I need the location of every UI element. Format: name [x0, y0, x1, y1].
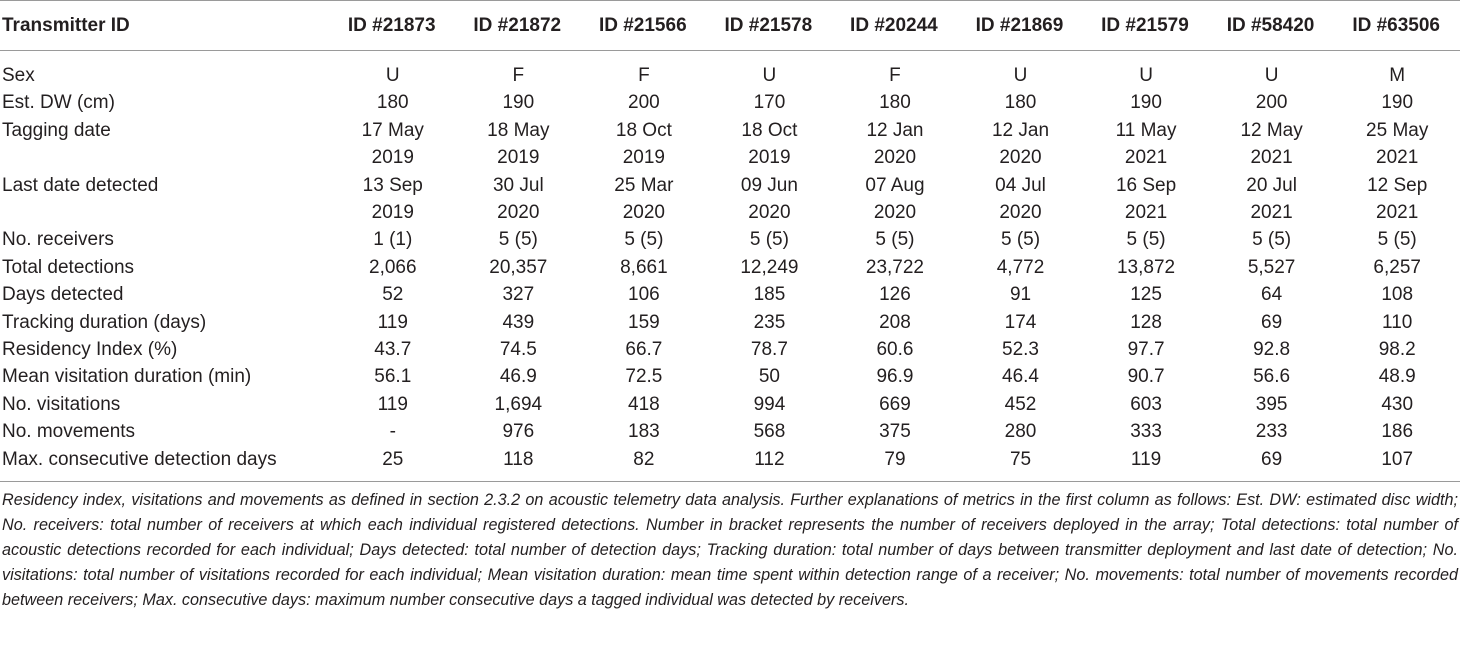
table-cell: 46.9 [499, 366, 537, 388]
table-cell: 23,722 [865, 256, 925, 278]
table-cell: 2019 [748, 147, 791, 169]
table-cell: 2020 [999, 202, 1042, 224]
table-cell: 69 [1261, 448, 1283, 470]
row-label: Mean visitation duration (min) [2, 366, 252, 388]
table-row [0, 117, 1460, 144]
row-label [0, 199, 330, 226]
table-cell: 235 [753, 311, 786, 333]
table-cell: 170 [753, 92, 786, 114]
table-cell: 60.6 [876, 339, 914, 361]
table-cell: 07 Aug [865, 174, 925, 196]
table-row [0, 254, 1460, 281]
table-row [0, 446, 1460, 473]
table-cell: 5 (5) [875, 229, 915, 251]
table-cell: 110 [1382, 311, 1413, 333]
table-row [0, 172, 1460, 199]
table-cell: 25 May [1366, 119, 1429, 141]
table-cell: 18 May [487, 119, 550, 141]
table-cell: 82 [633, 448, 655, 470]
table-cell: 183 [628, 421, 660, 443]
table-cell: 12 Jan [991, 119, 1050, 141]
table-cell: 2020 [999, 147, 1042, 169]
row-label: Residency Index (%) [2, 339, 178, 361]
table-cell: 2020 [873, 147, 917, 169]
table-cell: 185 [753, 284, 786, 306]
table-cell: 180 [376, 92, 409, 114]
table-cell: U [1264, 65, 1279, 86]
table-cell: 30 Jul [492, 174, 544, 196]
table-cell: 5,527 [1247, 256, 1296, 278]
table-cell: 2019 [371, 147, 414, 169]
table-cell: 13 Sep [362, 174, 423, 196]
table-cell: 976 [502, 421, 535, 443]
table-row [0, 418, 1460, 445]
table-cell: 11 May [1115, 119, 1177, 141]
row-label: No. movements [2, 421, 136, 443]
table-cell: 92.8 [1253, 339, 1291, 361]
table-cell: 2020 [873, 202, 917, 224]
table-cell: 12 Sep [1367, 174, 1428, 196]
table-cell: 430 [1381, 393, 1414, 415]
table-row [0, 226, 1460, 253]
table-cell: 56.6 [1253, 366, 1291, 388]
row-label: Est. DW (cm) [2, 92, 115, 114]
column-header-transmitter-id: Transmitter ID [2, 14, 130, 36]
table-cell: 1 (1) [373, 229, 413, 251]
table-body [0, 51, 1460, 473]
table-cell: 208 [879, 311, 911, 333]
column-header-id: ID #21873 [347, 14, 436, 36]
table-row [0, 309, 1460, 336]
table-cell: 159 [628, 311, 660, 333]
table-cell: 439 [502, 311, 535, 333]
table-cell: 96.9 [876, 366, 914, 388]
column-header-id: ID #21872 [473, 14, 562, 36]
table-cell: 4,772 [996, 256, 1045, 278]
table-cell: 25 Mar [614, 174, 674, 196]
column-header-id: ID #21869 [975, 14, 1064, 36]
table-cell: 91 [1009, 284, 1032, 306]
row-label: Max. consecutive detection days [2, 448, 277, 470]
table-cell: 50 [758, 366, 780, 388]
table-cell: 180 [879, 92, 911, 114]
table-cell: 5 (5) [749, 229, 789, 251]
row-label: Total detections [2, 256, 135, 278]
table-cell: 18 Oct [615, 119, 672, 141]
table-cell: U [1139, 65, 1153, 86]
table-row [0, 336, 1460, 363]
table-cell: 2019 [497, 147, 540, 169]
table-cell: 74.5 [499, 339, 537, 361]
table-cell: 75 [1009, 448, 1032, 470]
table-cell: 5 (5) [1126, 229, 1166, 251]
table-cell: 13,872 [1116, 256, 1176, 278]
table-cell: 669 [879, 393, 911, 415]
table-cell: 98.2 [1378, 339, 1416, 361]
table-cell: M [1389, 65, 1406, 86]
table-cell: 2019 [622, 147, 665, 169]
table-cell: 97.7 [1127, 339, 1165, 361]
table-cell: 452 [1004, 393, 1037, 415]
header-row [0, 0, 1460, 51]
table-cell: 233 [1255, 421, 1288, 443]
table-cell: 5 (5) [624, 229, 664, 251]
row-label: Sex [2, 65, 35, 86]
table-cell: 52 [382, 284, 404, 306]
table-cell: 5 (5) [498, 229, 538, 251]
row-label [0, 144, 330, 171]
table-cell: 2021 [1250, 202, 1293, 224]
bottom-rule [0, 481, 1460, 482]
table-cell: 78.7 [750, 339, 788, 361]
table-cell: 20,357 [489, 256, 548, 278]
table-cell: F [638, 65, 650, 86]
table-cell: 6,257 [1373, 256, 1421, 278]
table-cell: 46.4 [1002, 366, 1039, 388]
table-row [0, 391, 1460, 418]
table-cell: 2021 [1376, 147, 1419, 169]
row-label: Tagging date [2, 119, 111, 141]
table-row [0, 281, 1460, 308]
table-cell: 200 [628, 92, 660, 114]
table-cell: 186 [1381, 421, 1414, 443]
table-footnote: Residency index, visitations and movements as defined in section 2.3.2 on acoustic telemetry data analysis. Further explanations of metrics in the first column as follows: Est. DW: estimated disc width; No. receivers: total number of receivers at which each individual registered detections. Number in bracket represents the number of receivers deployed in the array; Total detections: total number of acoustic detections recorded for each individual; Days detected: total number of detection days; Tracking duration: total number of days between transmitter deployment and last date of detection; No. visitations: total number of visitations recorded for each individual; Mean visitation duration: mean time spent within detection range of a receiver; No. movements: total number of movements recorded between receivers; Max. consecutive days: maximum number consecutive days a tagged individual was detected by receivers. [2, 491, 1458, 609]
table-cell: 17 May [361, 119, 424, 141]
table-cell: 2,066 [369, 256, 417, 278]
table-cell: 1,694 [494, 393, 543, 415]
table-cell: 2021 [1124, 147, 1168, 169]
table-cell: 994 [753, 393, 786, 415]
table-cell: 107 [1381, 448, 1414, 470]
table-cell: 20 Jul [1246, 174, 1297, 196]
table-cell: 108 [1381, 284, 1414, 306]
column-header-id: ID #58420 [1226, 14, 1315, 36]
table-cell: 09 Jun [740, 174, 798, 196]
table-cell: 5 (5) [1000, 229, 1041, 251]
table-cell: 603 [1130, 393, 1162, 415]
row-label: Last date detected [2, 174, 159, 196]
table-cell: 12 May [1240, 119, 1303, 141]
row-label: No. visitations [2, 393, 121, 415]
column-header-id: ID #20244 [850, 14, 938, 36]
table-cell: 90.7 [1127, 366, 1165, 388]
table-cell: 52.3 [1002, 339, 1039, 361]
column-header-id: ID #21579 [1101, 14, 1189, 36]
table-cell: 43.7 [374, 339, 412, 361]
table-cell: 12,249 [740, 256, 799, 278]
table-cell: 568 [753, 421, 786, 443]
table-cell: 04 Jul [995, 174, 1046, 196]
table-cell: - [389, 421, 396, 443]
table-cell: 280 [1004, 421, 1037, 443]
table-cell: U [385, 65, 400, 86]
table-cell: 375 [879, 421, 911, 443]
table-cell: 56.1 [374, 366, 412, 388]
table-cell: 418 [628, 393, 660, 415]
table-cell: 2019 [371, 202, 414, 224]
table-cell: 112 [754, 448, 785, 470]
table-cell: 333 [1130, 421, 1162, 443]
table-cell: 2021 [1124, 202, 1168, 224]
table-cell: 5 (5) [1252, 229, 1292, 251]
table-cell: F [512, 65, 525, 86]
table-cell: 2021 [1250, 147, 1293, 169]
row-label: Tracking duration (days) [2, 311, 207, 333]
table-cell: F [889, 65, 901, 86]
table-cell: 180 [1004, 92, 1037, 114]
table-row [0, 51, 1460, 89]
table-cell: 8,661 [620, 256, 668, 278]
table-cell: 327 [502, 284, 535, 306]
table-cell: 125 [1130, 284, 1162, 306]
table-cell: U [762, 65, 777, 86]
table-cell: 2020 [622, 202, 665, 224]
column-header-id: ID #63506 [1352, 14, 1440, 36]
table-cell: 66.7 [625, 339, 663, 361]
column-header-id: ID #21578 [724, 14, 813, 36]
table-cell: 126 [879, 284, 911, 306]
table-cell: 2020 [748, 202, 791, 224]
table-cell: 64 [1261, 284, 1283, 306]
table-cell: 2021 [1376, 202, 1419, 224]
row-label: Days detected [2, 284, 124, 306]
table-header [0, 0, 1460, 51]
table-cell: 48.9 [1378, 366, 1416, 388]
table-cell: 395 [1255, 393, 1288, 415]
table-cell: 190 [502, 92, 535, 114]
table-row [0, 89, 1460, 116]
table-cell: 2020 [497, 202, 540, 224]
table-cell: 72.5 [625, 366, 663, 388]
table-cell: 190 [1381, 92, 1414, 114]
table-row [0, 363, 1460, 390]
table-cell: 69 [1261, 311, 1283, 333]
table-cell: 119 [1130, 448, 1162, 470]
table-cell: 174 [1004, 311, 1037, 333]
table-cell: 16 Sep [1115, 174, 1177, 196]
table-cell: 128 [1130, 311, 1162, 333]
table-cell: 106 [628, 284, 660, 306]
table-row [0, 144, 1460, 171]
table-cell: 5 (5) [1377, 229, 1417, 251]
table-cell: U [1013, 65, 1028, 86]
table-cell: 12 Jan [866, 119, 924, 141]
table-cell: 119 [377, 311, 408, 333]
table-cell: 18 Oct [741, 119, 798, 141]
table-cell: 118 [503, 448, 534, 470]
table-cell: 79 [884, 448, 906, 470]
table-cell: 200 [1255, 92, 1288, 114]
table-cell: 190 [1130, 92, 1162, 114]
row-label: No. receivers [2, 229, 114, 251]
table-cell: 25 [382, 448, 404, 470]
table-cell: 119 [377, 393, 408, 415]
column-header-id: ID #21566 [598, 14, 687, 36]
table-row [0, 199, 1460, 226]
